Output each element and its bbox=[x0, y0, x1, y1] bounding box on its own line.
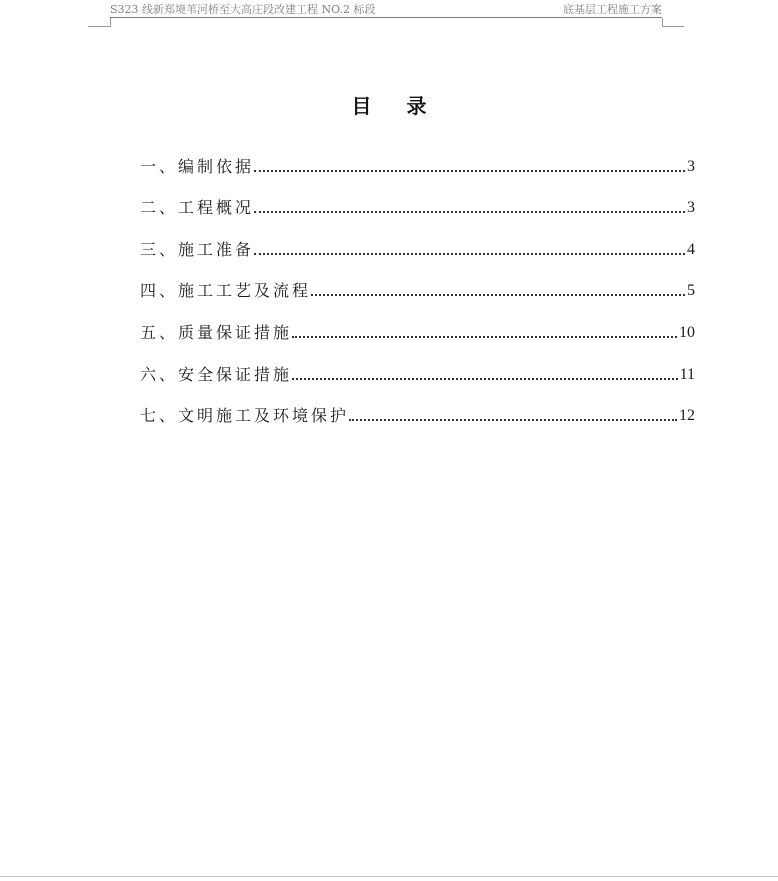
header-document-title: 底基层工程施工方案 bbox=[563, 3, 662, 16]
toc-entry[interactable] bbox=[140, 218, 695, 260]
toc-entry[interactable] bbox=[140, 301, 695, 343]
toc-entry-page: 10 bbox=[679, 323, 695, 341]
header-project-name: S323 线新郑境苇河桥至大高庄段改建工程 NO.2 标段 bbox=[110, 3, 376, 16]
toc-leader-dots bbox=[292, 378, 678, 380]
toc-entry[interactable] bbox=[140, 177, 695, 219]
toc-entry-label: 五、质量保证措施 bbox=[140, 322, 293, 342]
toc-entry-label: 三、施工准备 bbox=[140, 239, 255, 259]
toc-leader-dots bbox=[254, 211, 685, 213]
toc-list bbox=[140, 135, 695, 426]
toc-entry-page: 4 bbox=[687, 240, 695, 258]
page-bottom-edge bbox=[0, 876, 778, 877]
toc-entry[interactable] bbox=[140, 343, 695, 385]
toc-entry-page: 5 bbox=[687, 282, 695, 300]
toc-entry-label: 四、施工工艺及流程 bbox=[140, 281, 312, 301]
toc-entry[interactable] bbox=[140, 135, 695, 177]
toc-entry[interactable] bbox=[140, 385, 695, 427]
margin-corner-mark-right bbox=[662, 26, 684, 27]
toc-entry-page: 12 bbox=[679, 407, 695, 425]
toc-entry-page: 3 bbox=[687, 157, 695, 175]
toc-leader-dots bbox=[254, 253, 685, 255]
margin-corner-mark-left-vertical bbox=[110, 18, 111, 27]
toc-entry-label: 六、安全保证措施 bbox=[140, 364, 293, 384]
toc-title: 目 录 bbox=[351, 94, 441, 118]
toc-leader-dots bbox=[292, 336, 677, 338]
toc-entry-page: 11 bbox=[679, 365, 695, 383]
toc-leader-dots bbox=[254, 170, 685, 172]
margin-corner-mark-left bbox=[88, 26, 110, 27]
toc-leader-dots bbox=[311, 294, 685, 296]
toc-entry-label: 二、工程概况 bbox=[140, 198, 255, 218]
margin-corner-mark-right-vertical bbox=[662, 18, 663, 27]
toc-leader-dots bbox=[349, 419, 677, 421]
toc-entry[interactable] bbox=[140, 260, 695, 302]
toc-entry-label: 一、编制依据 bbox=[140, 156, 255, 176]
page-header bbox=[110, 0, 662, 18]
toc-entry-label: 七、文明施工及环境保护 bbox=[140, 406, 350, 426]
toc-entry-page: 3 bbox=[687, 199, 695, 217]
